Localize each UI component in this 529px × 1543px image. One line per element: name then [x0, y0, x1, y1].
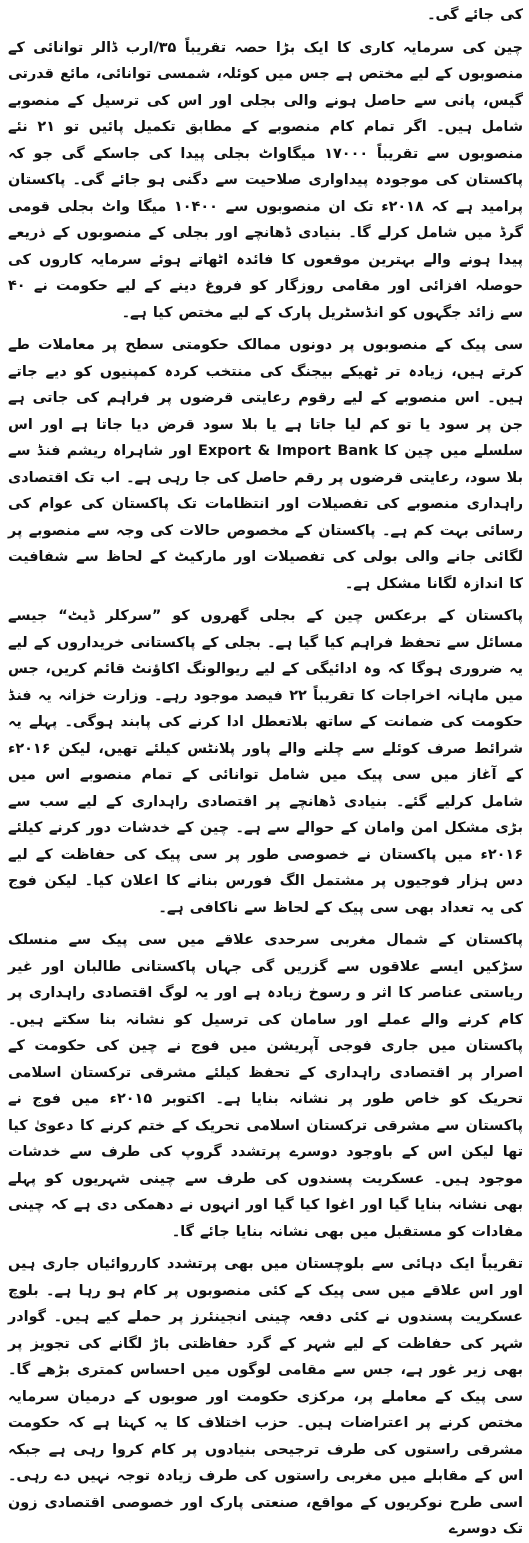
article-paragraph-intro: کی جائے گی۔ [427, 7, 523, 23]
article-paragraph-financing [8, 332, 523, 597]
article-paragraph-security: پاکستان کے برعکس چین کے بجلی گھروں کو ”سرکلر ڈیٹ“ جیسے مسائل سے تحفظ فراہم کیا گیا ہے۔ بجلی کے پاکستانی خریداروں کے لیے یہ ضروری ہوگا کہ وہ ادائیگی کے لیے ریوالونگ اکاؤنٹ قائم کریں، جس میں ماہانہ اخراجات کا تقریباً ۲۲ فیصد موجود رہے۔ وزارت خزانہ یہ فنڈ حکومت کی ضمانت کے ساتھ بلاتعطل ادا کرنے کی پابند ہوگی۔ پہلے یہ شرائط صرف کوئلے سے چلنے والے پاور پلانٹس کیلئے تھیں، لیکن ۲۰۱۶ء کے آغاز میں سی پیک میں شامل توانائی کے تمام منصوبے اس میں شامل کرلیے گئے۔ بنیادی ڈھانچے پر اقتصادی راہداری کے لیے سب سے بڑی مشکل امن وامان کے حوالے سے ہے۔ چین کے خدشات دور کرنے کیلئے ۲۰۱۶ء میں پاکستان نے خصوصی طور پر سی پیک کی حفاظت کے لیے دس ہزار فوجیوں پر مشتمل الگ فورس بنانے کا اعلان کیا۔ لیکن فوج کی یہ تعداد بھی سی پیک کے لحاظ سے ناکافی ہے۔ [8, 608, 523, 916]
article-paragraph-balochistan: تقریباً ایک دہائی سے بلوچستان میں بھی پرتشدد کارروائیاں جاری ہیں اور اس علاقے میں سی پیک کے کئی منصوبوں پر کام ہو رہا ہے۔ بلوچ عسکریت پسندوں نے کئی دفعہ چینی انجینئرز پر حملے کیے ہیں۔ گوادر شہر کی حفاظت کے لیے شہر کے گرد حفاظتی باڑ لگانے کی تجویز پر بھی زیر غور ہے، جس سے مقامی لوگوں میں احساس کمتری بڑھے گا۔ سی پیک کے معاملے پر، مرکزی حکومت اور صوبوں کے درمیان سرمایہ مختص کرنے پر اعتراضات ہیں۔ حزب اختلاف کا یہ کہنا ہے کہ حکومت مشرقی راستوں کی طرف ترجیحی بنیادوں پر کام کروا رہی ہے جبکہ اس کے مقابلے میں مغربی راستوں کی طرف زیادہ توجہ نہیں دے رہی۔ اسی طرح نوکریوں کے مواقع، صنعتی پارک اور خصوصی اقتصادی زون تک دوسرے [8, 1256, 523, 1537]
financing-text-end: اور شاہراہ ریشم فنڈ سے بلا سود، رعایتی قرضوں پر رقم حاصل کی جا رہی ہے۔ اب تک اقتصادی راہداری منصوبے کی تفصیلات اور انتظامات تک پاکستان کی عوام کی رسائی بہت کم ہے۔ پاکستان کے مخصوص حالات کی وجہ سے منصوبے پر لگائی جانے والی بولی کی تفصیلات اور مارکیٹ کے لحاظ سے شفافیت کا اندازہ لگانا مشکل ہے۔ [8, 443, 523, 592]
article-paragraph-energy: چین کی سرمایہ کاری کا ایک بڑا حصہ تقریباً ۳۵/ارب ڈالر توانائی کے منصوبوں کے لیے مختص ہے جس میں کوئلہ، شمسی توانائی، مائع قدرتی گیس، پانی سے حاصل ہونے والی بجلی اور اس کی ترسیل کے منصوبے شامل ہیں۔ اگر تمام کام منصوبے کے مطابق تکمیل پائیں تو ۲۱ نئے منصوبوں سے تقریباً ۱۷۰۰۰ میگاواٹ بجلی پیدا کی جاسکے گی جو کہ پاکستان کی موجودہ پیداواری صلاحیت سے دگنی ہو جائے گی۔ پاکستان پرامید ہے کہ ۲۰۱۸ء تک ان منصوبوں سے ۱۰۴۰۰ میگا واٹ بجلی قومی گرڈ میں شامل کرلے گا۔ بنیادی ڈھانچے اور بجلی کے منصوبوں کے ذریعے پیدا ہونے والے بہترین موقعوں کا فائدہ اٹھاتے ہوئے سرمایہ کاروں کی حوصلہ افزائی اور مقامی روزگار کو فروغ دینے کے لیے حکومت نے ۴۰ سے زائد جگہوں کو انڈسٹریل پارک کے لیے مختص کیا ہے۔ [8, 39, 523, 321]
export-import-bank-term: Export & Import Bank [198, 443, 378, 459]
article-paragraph-northwest: پاکستان کے شمال مغربی سرحدی علاقے میں سی پیک سے منسلک سڑکیں ایسے علاقوں سے گزریں گی جہاں پاکستانی طالبان اور غیر ریاستی عناصر کا اثر و رسوخ زیادہ ہے اور یہ لوگ اقتصادی راہداری پر کام کرنے والے عملے اور سامان کی ترسیل کو نشانہ بنا سکتے ہیں۔ پاکستان میں جاری فوجی آپریشن میں فوج نے چین کی حکومت کے اصرار پر اقتصادی راہداری کے تحفظ کیلئے مشرقی ترکستان اسلامی تحریک کو خاص طور پر نشانہ بنایا ہے۔ اکتوبر ۲۰۱۵ء میں فوج نے پاکستان سے مشرقی ترکستان اسلامی تحریک کے ختم کرنے کا دعویٰ کیا تھا لیکن اس کے باوجود دوسرے پرتشدد گروپ کی طرف سے خدشات موجود ہیں۔ عسکریت پسندوں کی طرف سے چینی شہریوں کو پہلے بھی نشانہ بنایا گیا اور اغوا کیا گیا اور انہوں نے دھمکی دی ہے کہ چینی مفادات کو مستقبل میں بھی نشانہ بنایا جائے گا۔ [8, 932, 523, 1240]
financing-text-start: سی پیک کے منصوبوں پر دونوں ممالک حکومتی سطح پر معاملات طے کرتے ہیں، زیادہ تر ٹھیکے بیجنگ کی منتخب کردہ کمپنیوں کو دیے جاتے ہیں۔ اس منصوبے کے لیے رقوم رعایتی قرضوں پر فراہم کی جاتی ہے جن پر سود یا تو کم لیا جاتا ہے یا بلا سود قرض دیا جاتا ہے اور اس سلسلے میں چین کا [8, 337, 524, 459]
